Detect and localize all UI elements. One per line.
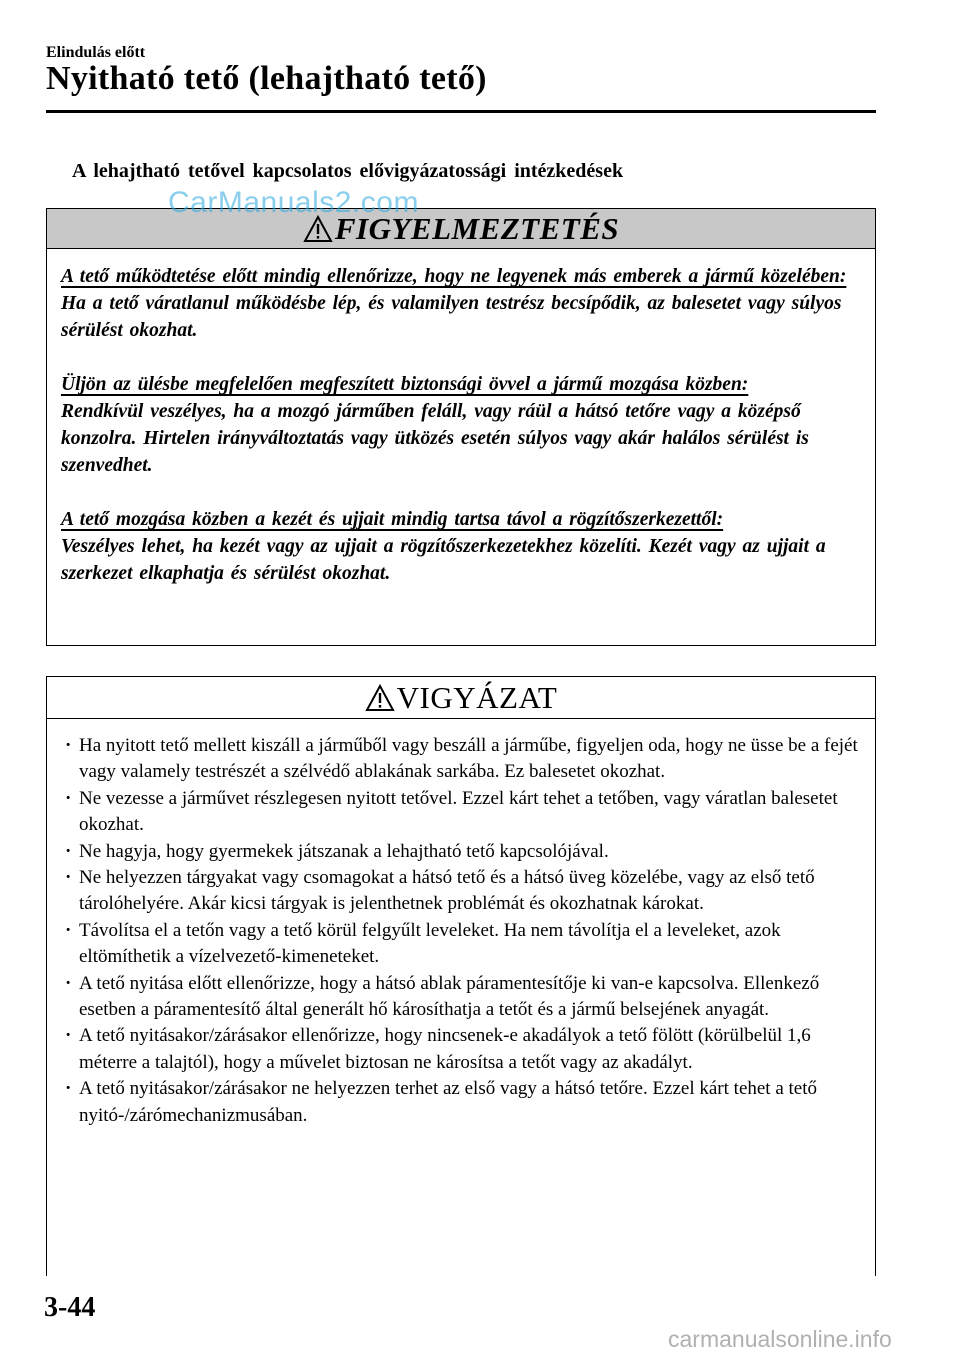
watermark-bottom: carmanualsonline.info xyxy=(668,1326,892,1352)
warning-item-heading: A tető mozgása közben a kezét és ujjait mindig tartsa távol a rögzítőszerkezettől: xyxy=(61,509,724,530)
subheading: A lehajtható tetővel kapcsolatos elővigyázatossági intézkedések xyxy=(72,160,624,182)
caution-item: · Ha nyitott tető mellett kiszáll a járműből vagy beszáll a járműbe, figyeljen oda, hogy ne üsse be a fejét vagy valamely testrészét a szélvédő ablakának sarkába. Ez balesetet okozhat. xyxy=(65,733,861,786)
caution-item: · Távolítsa el a tetőn vagy a tető körül felgyűlt leveleket. Ha nem távolítja el a leveleket, azok eltömíthetik a vízelvezető-kimeneteket. xyxy=(65,918,861,971)
section-label: Elindulás előtt xyxy=(46,44,146,61)
caution-item: · Ne vezesse a járművet részlegesen nyitott tetővel. Ezzel kárt tehet a tetőben, vagy váratlan balesetet okozhat. xyxy=(65,786,861,839)
caution-box xyxy=(46,676,876,1276)
caution-title: VIGYÁZAT xyxy=(396,679,558,715)
watermark-top: CarManuals2.com xyxy=(168,186,419,219)
warning-triangle-icon xyxy=(365,684,395,712)
caution-item: · A tető nyitásakor/zárásakor ellenőrizze, hogy nincsenek-e akadályok a tető fölött (körülbelül 1,6 méterre a talajtól), hogy a művelet biztosan ne károsítsa a tetőt vagy az akadályt. xyxy=(65,1023,861,1076)
warning-item xyxy=(61,263,847,344)
warning-box xyxy=(46,208,876,646)
title-divider xyxy=(46,110,876,113)
warning-item xyxy=(61,371,847,479)
warning-item-text: Veszélyes lehet, ha kezét vagy az ujjait a rögzítőszerkezetekhez közelíti. Kezét vagy az ujjait a szerkezet elkaphatja és sérülést okozhat. xyxy=(61,536,826,584)
warning-title: FIGYELMEZTETÉS xyxy=(334,210,620,246)
warning-item xyxy=(61,506,847,587)
page-title: Nyitható tető (lehajtható tető) xyxy=(46,60,487,97)
warning-item-text: Rendkívül veszélyes, ha a mozgó járműben feláll, vagy ráül a hátsó tetőre vagy a középső konzolra. Hirtelen irányváltoztatás vagy ütközés esetén súlyos vagy akár halálos sérülést is szenvedhet. xyxy=(61,401,809,476)
warning-body xyxy=(47,249,875,587)
caution-item: · A tető nyitásakor/zárásakor ne helyezzen terhet az első vagy a hátsó tetőre. Ezzel kárt tehet a tető nyitó-/zárómechanizmusában. xyxy=(65,1076,861,1129)
page-number: 3-44 xyxy=(44,1292,96,1323)
caution-item: · Ne hagyja, hogy gyermekek játszanak a lehajtható tető kapcsolójával. xyxy=(65,839,861,865)
caution-body xyxy=(47,719,875,1129)
caution-item: · Ne helyezzen tárgyakat vagy csomagokat a hátsó tető és a hátsó üveg közelébe, vagy az első tető tárolóhelyére. Akár kicsi tárgyak is jelenthetnek problémát és okozhatnak károkat. xyxy=(65,865,861,918)
warning-item-text: Ha a tető váratlanul működésbe lép, és valamilyen testrész becsípődik, az balesetet vagy súlyos sérülést okozhat. xyxy=(61,293,842,341)
caution-header xyxy=(47,677,875,719)
warning-item-heading: Üljön az ülésbe megfelelően megfeszített biztonsági övvel a jármű mozgása közben: xyxy=(61,374,749,395)
warning-item-heading: A tető működtetése előtt mindig ellenőrizze, hogy ne legyenek más emberek a jármű közelében: xyxy=(61,266,847,287)
caution-list xyxy=(65,733,861,1129)
caution-item: · A tető nyitása előtt ellenőrizze, hogy a hátsó ablak páramentesítője ki van-e kapcsolva. Ellenkező esetben a páramentesítő által generált hő károsíthatja a tetőt és a jármű belsejének anyagát. xyxy=(65,971,861,1024)
